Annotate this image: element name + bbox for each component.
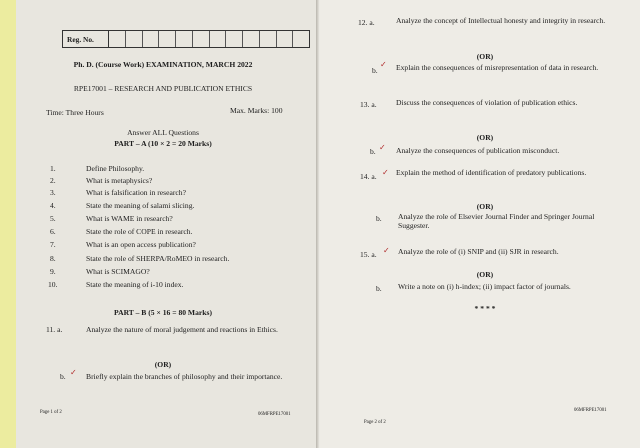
reg-no-label: Reg. No. bbox=[63, 31, 109, 47]
exam-title: Ph. D. (Course Work) EXAMINATION, MARCH 2022 bbox=[73, 60, 253, 69]
question-number: 11. a. bbox=[46, 325, 63, 334]
question-number: 5. bbox=[50, 214, 56, 223]
pen-tick-icon: ✓ bbox=[382, 168, 389, 177]
reg-cell bbox=[109, 31, 126, 47]
question-text: Explain the consequences of misrepresentation of data in research. bbox=[396, 63, 599, 72]
paper-code: 06MFRPE17001 bbox=[574, 408, 607, 413]
question-text: What is SCIMAGO? bbox=[86, 267, 150, 276]
reg-cell bbox=[226, 31, 243, 47]
max-marks-label: Max. Marks: 100 bbox=[230, 106, 283, 115]
pen-tick-icon: ✓ bbox=[379, 143, 386, 152]
question-number: b. bbox=[376, 284, 382, 293]
question-number: b. bbox=[376, 214, 382, 223]
question-number: 14. a. bbox=[360, 172, 377, 181]
end-of-paper-mark: * * * * bbox=[474, 304, 496, 313]
question-number: 8. bbox=[50, 254, 56, 263]
reg-cell bbox=[260, 31, 277, 47]
question-text: State the meaning of i-10 index. bbox=[86, 280, 184, 289]
reg-cell bbox=[176, 31, 193, 47]
pen-tick-icon: ✓ bbox=[383, 246, 390, 255]
question-number: 9. bbox=[50, 267, 56, 276]
reg-cell bbox=[243, 31, 260, 47]
question-text: What is WAME in research? bbox=[86, 214, 173, 223]
question-text: State the role of COPE in research. bbox=[86, 227, 193, 236]
question-text: Analyze the role of (i) SNIP and (ii) SJR in research. bbox=[398, 247, 559, 256]
question-text: Discuss the consequences of violation of publication ethics. bbox=[396, 98, 578, 107]
instruction: Answer ALL Questions bbox=[127, 128, 199, 137]
question-text: What is metaphysics? bbox=[86, 176, 153, 185]
or-label: (OR) bbox=[476, 133, 494, 142]
question-number: 12. a. bbox=[358, 18, 375, 27]
paper-code: 06MFRPE17001 bbox=[258, 412, 291, 417]
page-number: Page 2 of 2 bbox=[364, 420, 386, 425]
highlighter-strip bbox=[0, 0, 16, 448]
question-number: 3. bbox=[50, 188, 56, 197]
part-b-heading: PART – B (5 × 16 = 80 Marks) bbox=[114, 308, 212, 317]
pen-tick-icon: ✓ bbox=[70, 368, 77, 377]
question-text: Analyze the role of Elsevier Journal Finder and Springer Journal Suggester. bbox=[398, 212, 595, 231]
reg-cell bbox=[293, 31, 309, 47]
reg-cell bbox=[277, 31, 294, 47]
question-number: b. bbox=[60, 372, 66, 381]
question-text: State the meaning of salami slicing. bbox=[86, 201, 195, 210]
part-a-heading: PART – A (10 × 2 = 20 Marks) bbox=[114, 139, 212, 148]
question-text: Explain the method of identification of predatory publications. bbox=[396, 168, 587, 177]
reg-cell bbox=[210, 31, 227, 47]
question-text: What is an open access publication? bbox=[86, 240, 196, 249]
page-fold bbox=[316, 0, 320, 448]
pen-tick-icon: ✓ bbox=[380, 60, 387, 69]
question-text: Briefly explain the branches of philosophy and their importance. bbox=[86, 372, 283, 381]
question-number: 15. a. bbox=[360, 250, 377, 259]
or-label: (OR) bbox=[476, 202, 494, 211]
question-text: State the role of SHERPA/RoMEO in research. bbox=[86, 254, 230, 263]
reg-cell bbox=[159, 31, 176, 47]
question-number: 2. bbox=[50, 176, 56, 185]
reg-cell bbox=[193, 31, 210, 47]
question-text: Analyze the consequences of publication misconduct. bbox=[396, 146, 560, 155]
question-text: Analyze the concept of Intellectual honesty and integrity in research. bbox=[396, 16, 606, 25]
question-text: Define Philosophy. bbox=[86, 164, 145, 173]
question-number: 1. bbox=[50, 164, 56, 173]
question-text: Analyze the nature of moral judgement and reactions in Ethics. bbox=[86, 325, 278, 334]
question-number: 6. bbox=[50, 227, 56, 236]
question-number: 10. bbox=[48, 280, 58, 289]
reg-no-box bbox=[62, 30, 310, 48]
or-label: (OR) bbox=[476, 52, 494, 61]
question-number: 4. bbox=[50, 201, 56, 210]
reg-cell bbox=[143, 31, 160, 47]
question-text: What is falsification in research? bbox=[86, 188, 186, 197]
course-title: RPE17001 – RESEARCH AND PUBLICATION ETHICS bbox=[73, 84, 253, 93]
question-number: 7. bbox=[50, 240, 56, 249]
or-label: (OR) bbox=[154, 360, 172, 369]
or-label: (OR) bbox=[476, 270, 494, 279]
question-number: 13. a. bbox=[360, 100, 377, 109]
question-text: Write a note on (i) h-index; (ii) impact factor of journals. bbox=[398, 282, 571, 291]
question-number: b. bbox=[370, 147, 376, 156]
page-number: Page 1 of 2 bbox=[40, 410, 62, 415]
reg-cell bbox=[126, 31, 143, 47]
time-label: Time: Three Hours bbox=[46, 108, 104, 117]
question-number: b. bbox=[372, 66, 378, 75]
